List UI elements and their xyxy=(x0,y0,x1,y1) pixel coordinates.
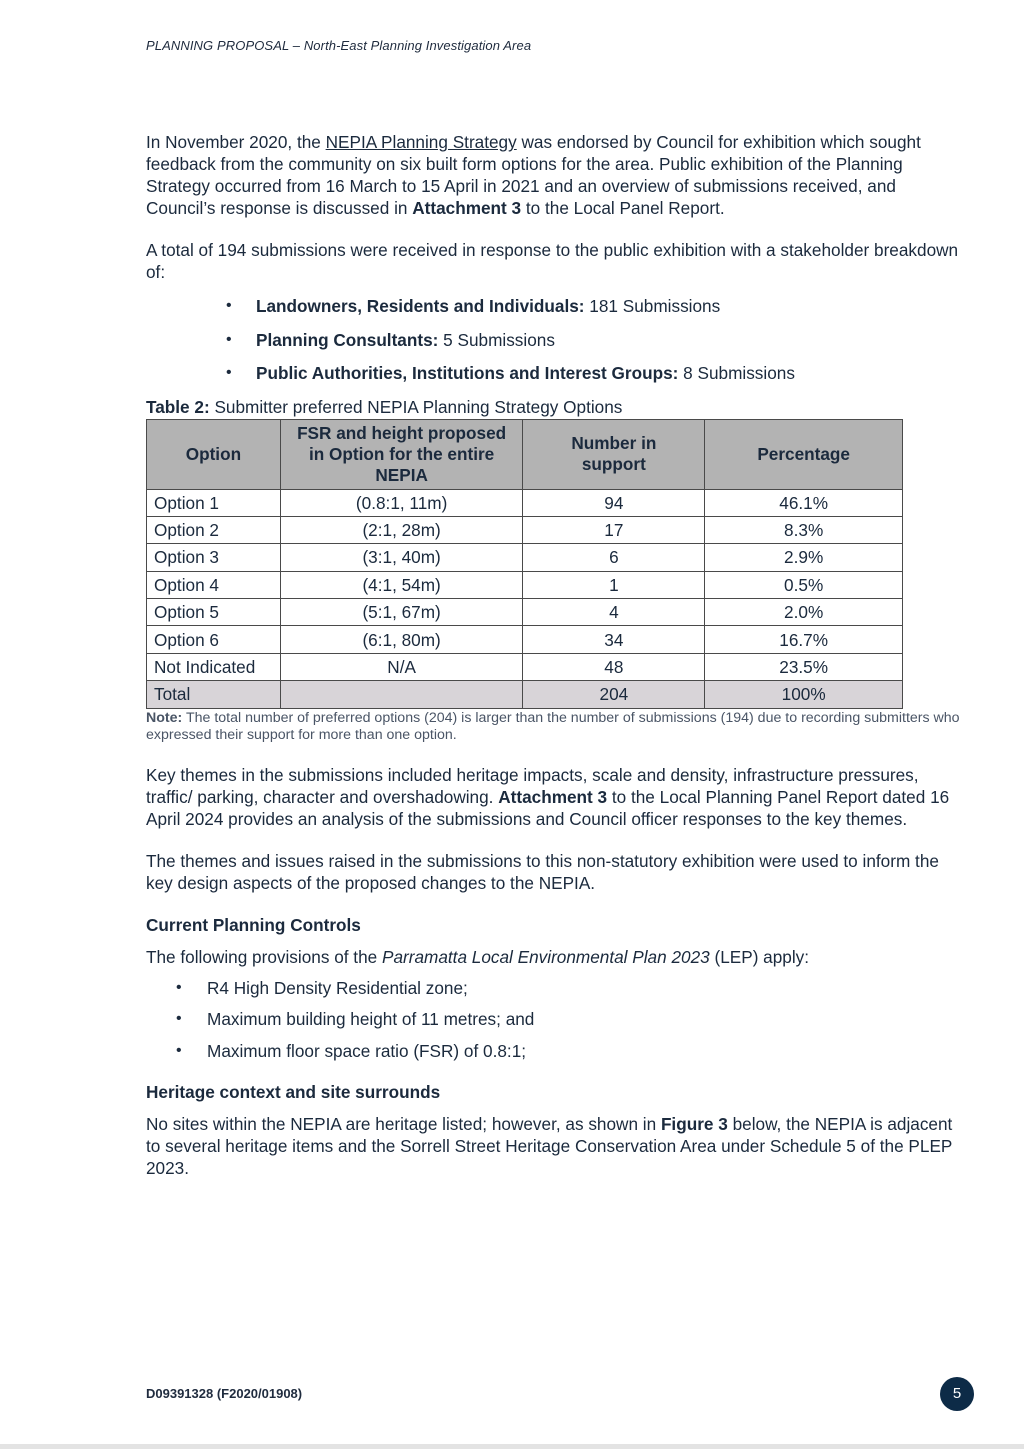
table-caption-text: Submitter preferred NEPIA Planning Strategy Options xyxy=(209,396,623,417)
number-cell: 6 xyxy=(523,544,705,571)
planning-controls-list xyxy=(146,977,966,1072)
column-header-percentage: Percentage xyxy=(705,419,903,489)
running-header: PLANNING PROPOSAL – North-East Planning Investigation Area xyxy=(146,38,532,53)
intro-text-end: to the Local Panel Report. xyxy=(521,198,725,218)
key-themes-text-end: to the Local Planning Panel Report dated 16 April 2024 provides an analysis of the submissions and Council officer responses to the key themes. xyxy=(146,786,950,829)
table-row xyxy=(147,544,903,571)
table-row xyxy=(147,626,903,653)
percentage-cell: 23.5% xyxy=(705,653,903,680)
option-cell: Option 6 xyxy=(147,626,281,653)
heritage-context-heading: Heritage context and site surrounds xyxy=(146,1082,441,1103)
stakeholder-list xyxy=(146,295,966,396)
column-header-option: Option xyxy=(147,419,281,489)
table-row xyxy=(147,571,903,598)
fsr-cell: (0.8:1, 11m) xyxy=(280,489,523,516)
page-number-badge: 5 xyxy=(940,1377,974,1411)
intro-text-middle: was endorsed by Council for exhibition which sought feedback from the community on six built form options for the area. Public exhibition of the Planning Strategy occurred from 16 March to 15 April in 2021 and an overview of submissions received, and Council’s response is discussed in xyxy=(146,132,921,218)
heritage-text-start: No sites within the NEPIA are heritage listed; however, as shown in xyxy=(146,1114,661,1135)
list-item: • R4 High Density Residential zone; xyxy=(146,977,966,1009)
lep-title: Parramatta Local Environmental Plan 2023 xyxy=(381,946,710,967)
fsr-cell: N/A xyxy=(280,653,523,680)
list-item: • Maximum floor space ratio (FSR) of 0.8:1; xyxy=(146,1040,966,1072)
fsr-cell: (2:1, 28m) xyxy=(280,516,523,543)
current-planning-controls-heading: Current Planning Controls xyxy=(146,914,361,935)
number-cell: 4 xyxy=(523,599,705,626)
list-item xyxy=(146,362,966,396)
stakeholder-value: 8 Submissions xyxy=(678,363,795,383)
fsr-cell: (6:1, 80m) xyxy=(280,626,523,653)
list-item xyxy=(146,329,966,363)
nepia-planning-strategy-link[interactable]: NEPIA Planning Strategy xyxy=(325,132,517,152)
intro-text-start: In November 2020, the xyxy=(146,132,326,152)
option-cell: Option 1 xyxy=(147,489,281,516)
fsr-cell: (5:1, 67m) xyxy=(280,599,523,626)
percentage-cell: 16.7% xyxy=(705,626,903,653)
table-row xyxy=(147,516,903,543)
total-label-cell: Total xyxy=(147,681,281,708)
heritage-paragraph xyxy=(146,1113,966,1179)
figure-3-reference: Figure 3 xyxy=(660,1114,728,1135)
list-item: • Maximum building height of 11 metres; and xyxy=(146,1008,966,1040)
percentage-cell: 46.1% xyxy=(705,489,903,516)
stakeholder-value: 5 Submissions xyxy=(438,329,555,350)
table-note xyxy=(146,710,966,744)
percentage-cell: 2.9% xyxy=(705,544,903,571)
stakeholder-label: Landowners, Residents and Individuals: xyxy=(256,296,585,316)
number-cell: 34 xyxy=(523,626,705,653)
total-fsr-cell xyxy=(280,681,523,708)
table-row xyxy=(147,653,903,680)
controls-intro-paragraph xyxy=(146,946,966,968)
list-item xyxy=(146,295,966,329)
option-cell: Option 4 xyxy=(147,571,281,598)
column-header-number: Number in support xyxy=(523,419,705,489)
key-themes-paragraph xyxy=(146,764,966,830)
attachment-3-reference: Attachment 3 xyxy=(498,786,608,807)
table-row xyxy=(147,599,903,626)
percentage-cell: 0.5% xyxy=(705,571,903,598)
table-row xyxy=(147,489,903,516)
number-cell: 1 xyxy=(523,571,705,598)
preferred-options-table xyxy=(146,419,903,709)
number-cell: 17 xyxy=(523,516,705,543)
stakeholder-label: Public Authorities, Institutions and Interest Groups: xyxy=(256,363,679,383)
table-header-row xyxy=(147,419,903,489)
option-cell: Option 3 xyxy=(147,544,281,571)
page-body xyxy=(146,131,966,1179)
percentage-cell: 8.3% xyxy=(705,516,903,543)
option-cell: Option 5 xyxy=(147,599,281,626)
controls-intro-start: The following provisions of the xyxy=(146,946,382,967)
fsr-cell: (3:1, 40m) xyxy=(280,544,523,571)
number-cell: 48 xyxy=(523,653,705,680)
page-bottom-edge xyxy=(0,1444,1024,1449)
intro-paragraph xyxy=(146,131,966,219)
option-cell: Option 2 xyxy=(147,516,281,543)
controls-intro-end: (LEP) apply: xyxy=(709,946,810,967)
document-id: D09391328 (F2020/01908) xyxy=(146,1386,303,1401)
table-caption xyxy=(146,396,966,418)
submissions-total-paragraph: A total of 194 submissions were received in response to the public exhibition with a stakeholder breakdown of: xyxy=(146,240,959,282)
attachment-3-reference: Attachment 3 xyxy=(412,198,522,218)
heritage-text-end: below, the NEPIA is adjacent to several heritage items and the Sorrell Street Heritage Conservation Area under Schedule 5 of the PLEP 2023. xyxy=(146,1114,953,1179)
option-cell: Not Indicated xyxy=(147,653,281,680)
key-themes-text-start: Key themes in the submissions included heritage impacts, scale and density, infrastructure pressures, traffic/ parking, character and overshadowing. xyxy=(146,764,919,807)
percentage-cell: 2.0% xyxy=(705,599,903,626)
column-header-fsr: FSR and height proposed in Option for the entire NEPIA xyxy=(280,419,523,489)
table-caption-label: Table 2: xyxy=(146,396,210,417)
table-total-row xyxy=(147,681,903,708)
fsr-cell: (4:1, 54m) xyxy=(280,571,523,598)
total-percentage-cell: 100% xyxy=(705,681,903,708)
themes-issues-paragraph: The themes and issues raised in the submissions to this non-statutory exhibition were used to inform the key design aspects of the proposed changes to the NEPIA. xyxy=(146,850,939,893)
number-cell: 94 xyxy=(523,489,705,516)
note-label: Note: xyxy=(146,709,183,726)
total-number-cell: 204 xyxy=(523,681,705,708)
note-text: The total number of preferred options (204) is larger than the number of submissions (194) due to recording submitters who expressed their support for more than one option. xyxy=(146,709,960,743)
stakeholder-label: Planning Consultants: xyxy=(256,329,439,350)
stakeholder-value: 181 Submissions xyxy=(584,296,721,316)
